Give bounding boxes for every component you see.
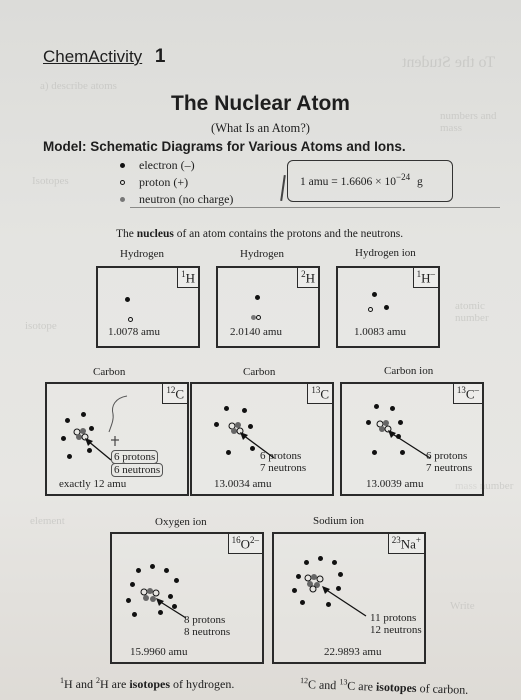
- ghost-line: atomic number: [455, 300, 489, 324]
- neutron-count: 7 neutrons: [426, 462, 473, 474]
- electron-dot: [150, 564, 155, 569]
- isotope-symbol: $^{13}$C: [307, 384, 332, 404]
- electron-dot: [130, 582, 135, 587]
- electron-dot: [81, 412, 86, 417]
- ghost-line: mass number: [455, 480, 514, 492]
- atom-box-carbon-13: [190, 382, 334, 496]
- atom-box-oxygen-ion: [110, 532, 264, 664]
- atom-box-sodium-ion: [272, 532, 426, 664]
- atomic-mass: 13.0034 amu: [214, 478, 272, 490]
- proton-count: 6 protons: [111, 450, 158, 464]
- atomic-mass: 1.0078 amu: [108, 326, 160, 338]
- atom-label: Hydrogen ion: [355, 247, 416, 259]
- proton-count: 8 protons: [184, 614, 226, 626]
- electron-dot: [61, 436, 66, 441]
- isotope-symbol: $^1$H: [177, 268, 198, 288]
- atom-label: Oxygen ion: [155, 516, 207, 528]
- proton-circle: [368, 307, 373, 312]
- ghost-line: element: [30, 515, 65, 527]
- atom-label: Sodium ion: [313, 515, 365, 527]
- atomic-mass: exactly 12 amu: [59, 478, 127, 490]
- electron-dot: [372, 450, 377, 455]
- neutron-count: 6 neutrons: [111, 463, 163, 477]
- electron-dot: [126, 598, 131, 603]
- legend-proton: proton (+): [120, 174, 233, 191]
- proton-circle: [256, 315, 261, 320]
- electron-dot: [304, 560, 309, 565]
- electron-dot: [372, 292, 377, 297]
- neutron-count: 12 neutrons: [370, 624, 422, 636]
- chemactivity-header: [43, 46, 166, 68]
- proton-count: 6 protons: [260, 450, 302, 462]
- electron-dot: [132, 612, 137, 617]
- electron-dot: [214, 422, 219, 427]
- atomic-mass: 1.0083 amu: [354, 326, 406, 338]
- electron-dot: [174, 578, 179, 583]
- isotope-note-carbon: $^{12}$C and $^{13}$C are isotopes of carbon.: [299, 676, 469, 697]
- isotope-symbol: $^2$H: [297, 268, 318, 288]
- atom-box-carbon-12: [45, 382, 189, 496]
- mirrored-bleed-text: To the Student: [402, 54, 496, 71]
- amu-note: 1 amu = $1.6606 \times 10^{-24}$ g: [300, 172, 423, 188]
- electron-dot: [248, 424, 253, 429]
- electron-dot: [390, 406, 395, 411]
- neutron-marker-icon: [120, 197, 125, 202]
- electron-dot: [89, 426, 94, 431]
- nucleus-sentence: The nucleus of an atom contains the protons and the neutrons.: [116, 228, 404, 240]
- electron-dot: [67, 454, 72, 459]
- ghost-line: numbers and mass: [440, 110, 497, 134]
- legend-electron: electron (–): [120, 157, 233, 174]
- pointer-arrow-icon: [320, 586, 368, 618]
- atom-box-hydrogen-2: [216, 266, 320, 348]
- electron-marker-icon: [120, 163, 125, 168]
- electron-dot: [292, 588, 297, 593]
- electron-dot: [398, 420, 403, 425]
- neutron-count: 7 neutrons: [260, 462, 307, 474]
- atom-label: Carbon: [243, 366, 276, 378]
- electron-dot: [338, 572, 343, 577]
- ghost-line: Isotopes: [32, 175, 69, 187]
- ghost-line: a) describe atoms: [40, 80, 117, 92]
- electron-dot: [374, 404, 379, 409]
- atom-box-hydrogen-1: [96, 266, 200, 348]
- atomic-mass: 22.9893 amu: [324, 646, 382, 658]
- electron-dot: [332, 560, 337, 565]
- proton-count: 6 protons: [426, 450, 468, 462]
- atom-label: Hydrogen: [120, 248, 164, 260]
- model-heading: Model: Schematic Diagrams for Various Atoms and Ions.: [43, 139, 406, 154]
- neutron-count: 8 neutrons: [184, 626, 231, 638]
- proton-circle: [128, 317, 133, 322]
- electron-dot: [318, 556, 323, 561]
- atom-box-hydrogen-ion: [336, 266, 440, 348]
- handwritten-annotation-icon: [105, 392, 135, 450]
- electron-dot: [300, 600, 305, 605]
- electron-dot: [242, 408, 247, 413]
- pointer-arrow-icon: [154, 598, 188, 620]
- proton-count: 11 protons: [370, 612, 417, 624]
- electron-dot: [296, 574, 301, 579]
- isotope-symbol: $^{23}$Na+: [388, 534, 424, 554]
- electron-dot: [224, 406, 229, 411]
- electron-dot: [366, 420, 371, 425]
- electron-dot: [384, 305, 389, 310]
- electron-dot: [65, 418, 70, 423]
- electron-dot: [125, 297, 130, 302]
- divider-line: [130, 207, 500, 208]
- atom-label: Hydrogen: [240, 248, 284, 260]
- isotope-symbol: $^{16}O^{2-}$: [228, 534, 262, 554]
- electron-dot: [164, 568, 169, 573]
- ghost-line: isotope: [25, 320, 57, 332]
- isotope-symbol: $^1$H–: [413, 268, 438, 288]
- atom-label: Carbon: [93, 366, 126, 378]
- isotope-symbol: $^{12}$C: [162, 384, 187, 404]
- activity-number: 1: [154, 46, 166, 67]
- legend: [120, 157, 233, 208]
- atomic-mass: 13.0039 amu: [366, 478, 424, 490]
- legend-neutron: neutron (no charge): [120, 191, 233, 208]
- atom-box-carbon-ion: [340, 382, 484, 496]
- isotope-symbol: $^{13}$C–: [453, 384, 482, 404]
- electron-dot: [136, 568, 141, 573]
- electron-dot: [226, 450, 231, 455]
- course-label: ChemActivity: [43, 47, 143, 66]
- atom-label: Carbon ion: [384, 365, 434, 377]
- isotope-note-hydrogen: $^1$H and $^2$H are isotopes of hydrogen.: [60, 676, 235, 691]
- atomic-mass: 2.0140 amu: [230, 326, 282, 338]
- atomic-mass: 15.9960 amu: [130, 646, 188, 658]
- proton-marker-icon: [120, 180, 125, 185]
- ghost-line: Write: [450, 600, 475, 612]
- electron-dot: [255, 295, 260, 300]
- pencil-mark: [280, 175, 285, 201]
- page-subtitle: (What Is an Atom?): [211, 121, 310, 135]
- page-title: The Nuclear Atom: [171, 92, 350, 115]
